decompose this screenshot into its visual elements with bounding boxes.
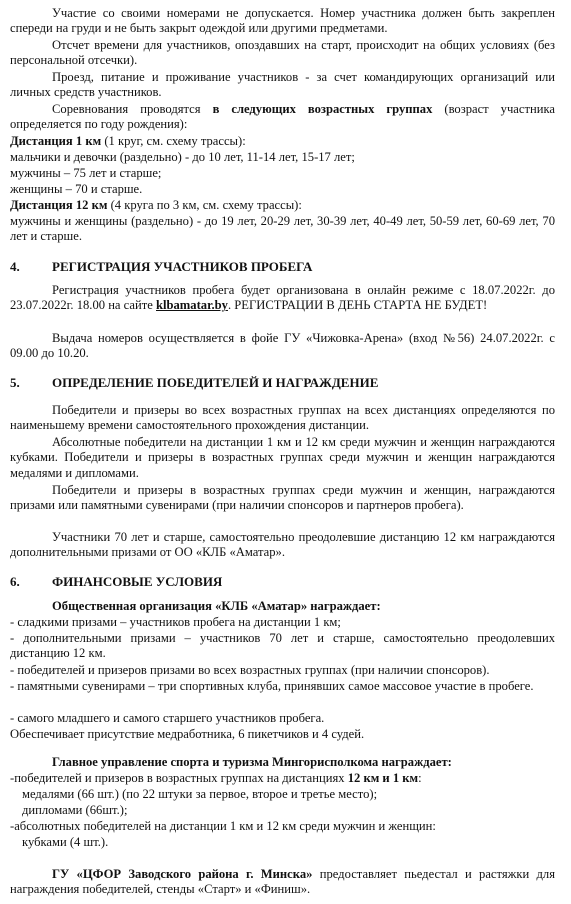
- org-amatar-item-4: - памятными сувенирами – три спортивных клуба, принявших самое массовое участие в пробеге.: [10, 679, 534, 693]
- distance-12km-groups: мужчины и женщины (раздельно) - до 19 лет, 20-29 лет, 30-39 лет, 40-49 лет, 50-59 лет, 60-69 лет, 70 лет и старше.: [10, 214, 555, 244]
- section-5-heading: 5. ОПРЕДЕЛЕНИЕ ПОБЕДИТЕЛЕЙ И НАГРАЖДЕНИЕ: [10, 375, 379, 390]
- org-sport-item-diplomas: дипломами (66шт.);: [22, 803, 128, 817]
- registration-site-link[interactable]: klbamatar.by: [156, 298, 228, 313]
- veterans-paragraph: Участники 70 лет и старше, самостоятельно преодолевшие дистанцию 12 км награждаются дополнительными призами от ОО «КЛБ «Аматар».: [10, 530, 555, 560]
- org-amatar-item-2: - дополнительными призами – участников 70 лет и старше, самостоятельно преодолевших дистанцию 12 км.: [10, 631, 555, 661]
- prizes-paragraph: Победители и призеры в возрастных группах среди мужчин и женщин, награждаются призами или памятными сувенирами (при наличии спонсоров и партнеров пробега).: [10, 483, 555, 513]
- absolute-winners-paragraph: Абсолютные победители на дистанции 1 км и 12 км среди мужчин и женщин награждаются кубками. Победители и призеры в возрастных группах среди мужчин и женщин награждаются медалями и дипломами.: [10, 435, 555, 480]
- org-amatar-item-3: - победителей и призеров призами во всех возрастных группах (при наличии спонсоров).: [10, 663, 490, 677]
- org-sport-item-cups: кубками (4 шт.).: [22, 835, 109, 849]
- section-4-heading: 4. РЕГИСТРАЦИЯ УЧАСТНИКОВ ПРОБЕГА: [10, 259, 313, 274]
- org-cfor-paragraph: ГУ «ЦФОР Заводского района г. Минска» предоставляет пьедестал и растяжки для награждения победителей, стенды «Старт» и «Финиш».: [10, 867, 555, 897]
- org-sport-item-medals: медалями (66 шт.) (по 22 штуки за первое, второе и третье место);: [22, 787, 378, 801]
- org-sport-committee-heading: Главное управление спорта и туризма Мингорисполкома награждает:: [52, 755, 452, 769]
- org-sport-item-1: -победителей и призеров в возрастных группах на дистанциях 12 км и 1 км:: [10, 771, 422, 785]
- org-amatar-heading: Общественная организация «КЛБ «Аматар» награждает:: [52, 599, 381, 613]
- org-amatar-item-5: - самого младшего и самого старшего участников пробега.: [10, 711, 325, 725]
- paragraph-own-numbers: Участие со своими номерами не допускается. Номер участника должен быть закреплен спереди на груди и не быть закрыт одеждой или другими предметами.: [10, 6, 555, 36]
- distance-1km-heading: Дистанция 1 км (1 круг, см. схему трассы):: [10, 134, 246, 148]
- section-6-heading: 6. ФИНАНСОВЫЕ УСЛОВИЯ: [10, 574, 223, 589]
- distance-12km-heading: Дистанция 12 км (4 круга по 3 км, см. схему трассы):: [10, 198, 302, 212]
- distance-1km-women: женщины – 70 и старше.: [10, 182, 143, 196]
- paragraph-late-start: Отсчет времени для участников, опоздавших на старт, происходит на общих условиях (без персональной отсечки).: [10, 38, 555, 68]
- winners-paragraph: Победители и призеры во всех возрастных группах на всех дистанциях определяются по наименьшему времени самостоятельного прохождения дистанции.: [10, 403, 555, 433]
- org-amatar-item-1: - сладкими призами – участников пробега на дистанции 1 км;: [10, 615, 341, 629]
- org-cfor-name: ГУ «ЦФОР Заводского района г. Минска»: [52, 867, 313, 881]
- age-groups-emphasis: в следующих возрастных группах: [212, 102, 433, 116]
- paragraph-travel-costs: Проезд, питание и проживание участников - за счет командирующих организаций или личных средств участников.: [10, 70, 555, 100]
- distance-1km-kids: мальчики и девочки (раздельно) - до 10 лет, 11-14 лет, 15-17 лет;: [10, 150, 355, 164]
- distance-1km-men: мужчины – 75 лет и старше;: [10, 166, 162, 180]
- org-amatar-item-6: Обеспечивает присутствие медработника, 6 пикетчиков и 4 судей.: [10, 727, 365, 741]
- paragraph-age-groups: Соревнования проводятся в следующих возрастных группах (возраст участника определяется по году рождения):: [10, 102, 555, 132]
- registration-paragraph: Регистрация участников пробега будет организована в онлайн режиме с 18.07.2022г. до 23.07.2022г. 18.00 на сайте klbamatar.by. РЕГИСТРАЦИИ В ДЕНЬ СТАРТА НЕ БУДЕТ!: [10, 283, 555, 313]
- org-sport-item-absolute: -абсолютных победителей на дистанции 1 км и 12 км среди мужчин и женщин:: [10, 819, 436, 833]
- bib-pickup-paragraph: Выдача номеров осуществляется в фойе ГУ «Чижовка-Арена» (вход №56) 24.07.2022г. с 09.00 до 10.20.: [10, 331, 555, 361]
